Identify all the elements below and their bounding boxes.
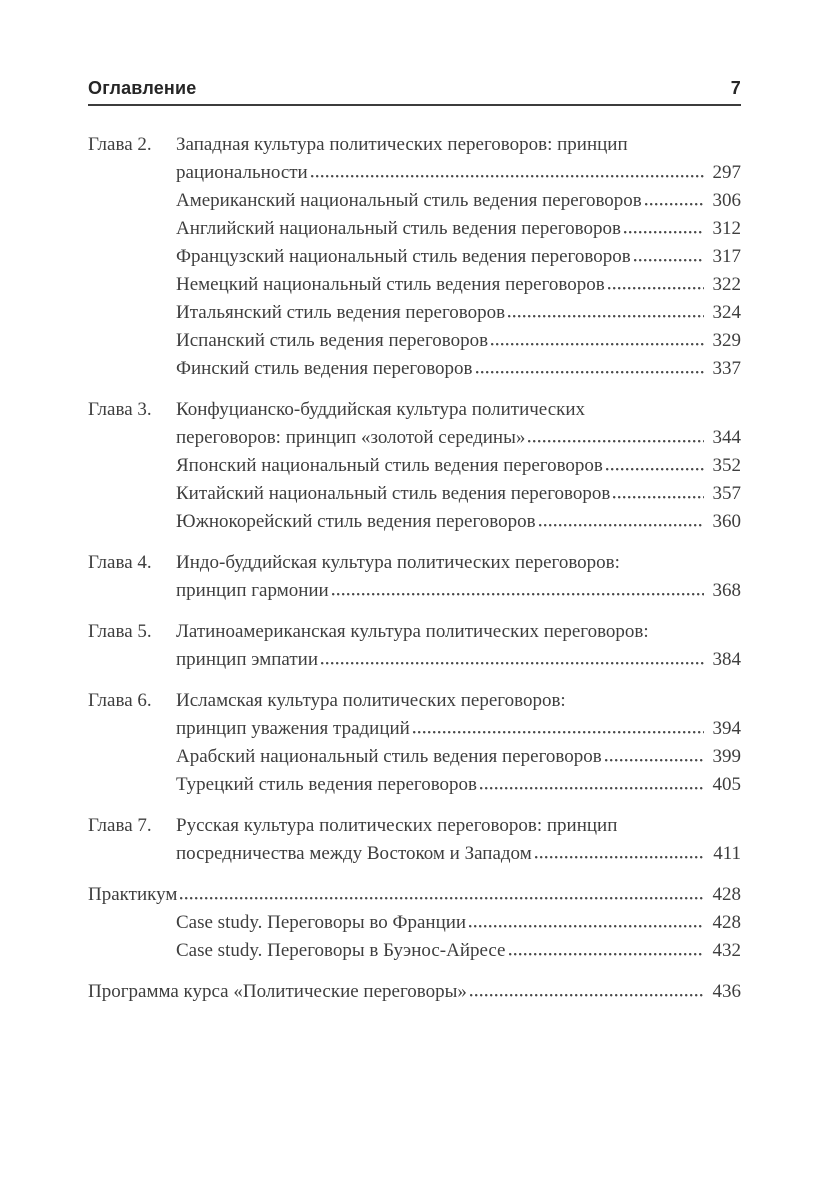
page-header [88, 78, 741, 106]
entry-title: Case study. Переговоры во Франции [176, 912, 467, 933]
toc-entry [88, 215, 741, 243]
chapter-label: Глава 7. [88, 815, 152, 836]
toc-line [176, 327, 741, 355]
entry-title: Французский национальный стиль ведения переговоров [176, 246, 631, 267]
chapter-label [88, 327, 176, 355]
dot-leader [634, 259, 704, 262]
toc-line [176, 840, 741, 868]
entry-title: Конфуцианско-буддийская культура политических [176, 399, 586, 420]
entry-text-block [88, 978, 741, 1006]
toc-line [176, 271, 741, 299]
dot-leader [332, 593, 704, 596]
entry-text-block [176, 452, 741, 480]
entry-title: Итальянский стиль ведения переговоров [176, 302, 506, 323]
entry-page-number: 428 [712, 912, 741, 933]
dot-leader [605, 759, 704, 762]
entry-title: Западная культура политических переговоров: принцип [176, 134, 628, 155]
page-number: 7 [730, 78, 741, 98]
entry-title: Испанский стиль ведения переговоров [176, 330, 489, 351]
entry-page-number: 428 [712, 884, 741, 905]
toc-line [176, 715, 741, 743]
toc-line [176, 909, 741, 937]
entry-text-block [176, 396, 741, 452]
toc-line [176, 577, 741, 605]
entry-page-number: 368 [712, 580, 741, 601]
chapter-label [88, 452, 176, 480]
chapter-label [88, 480, 176, 508]
entry-title: Индо-буддийская культура политических переговоров: [176, 552, 620, 573]
toc-entry [88, 480, 741, 508]
toc-entry [88, 937, 741, 965]
entry-page-number: 352 [712, 455, 741, 476]
toc-line [176, 215, 741, 243]
chapter-label [88, 187, 176, 215]
entry-text-block [176, 355, 741, 383]
toc-entry [88, 549, 741, 605]
toc-line [176, 396, 741, 424]
toc-entry [88, 243, 741, 271]
toc-entry [88, 618, 741, 674]
entry-title: Программа курса «Политические переговоры» [88, 981, 467, 1002]
chapter-label [88, 243, 176, 271]
toc-entry [88, 978, 741, 1006]
toc-line [176, 812, 741, 840]
entry-text-block [176, 812, 741, 868]
entry-text-block [176, 299, 741, 327]
entry-text-block [176, 508, 741, 536]
toc-line [176, 743, 741, 771]
toc-line [176, 159, 741, 187]
entry-title: принцип гармонии [176, 580, 329, 601]
chapter-label: Глава 2. [88, 134, 152, 155]
entry-page-number: 360 [712, 511, 741, 532]
dot-leader [476, 371, 704, 374]
chapter-label [88, 937, 176, 965]
toc-line [176, 771, 741, 799]
entry-title: Немецкий национальный стиль ведения переговоров [176, 274, 605, 295]
entry-page-number: 405 [712, 774, 741, 795]
toc-entry [88, 508, 741, 536]
dot-leader [606, 468, 704, 471]
entry-title: Американский национальный стиль ведения переговоров [176, 190, 642, 211]
entry-title: Южнокорейский стиль ведения переговоров [176, 511, 536, 532]
entry-title: Латиноамериканская культура политических переговоров: [176, 621, 649, 642]
toc-line [176, 187, 741, 215]
entry-title: Исламская культура политических переговоров: [176, 690, 566, 711]
chapter-label [88, 215, 176, 243]
entry-text-block [176, 549, 741, 605]
chapter-label: Глава 4. [88, 552, 152, 573]
entry-title: Китайский национальный стиль ведения переговоров [176, 483, 611, 504]
dot-leader [491, 343, 704, 346]
toc-entry [88, 743, 741, 771]
entry-page-number: 344 [712, 427, 741, 448]
toc-entry [88, 771, 741, 799]
entry-title: принцип уважения традиций [176, 718, 410, 739]
entry-text-block [176, 271, 741, 299]
entry-text-block [176, 215, 741, 243]
toc-entry [88, 396, 741, 452]
entry-page-number: 317 [712, 246, 741, 267]
entry-title: Турецкий стиль ведения переговоров [176, 774, 478, 795]
table-of-contents [88, 131, 741, 1006]
toc-entry [88, 355, 741, 383]
dot-leader [535, 856, 704, 859]
chapter-label: Глава 3. [88, 399, 152, 420]
entry-page-number: 337 [712, 358, 741, 379]
toc-entry [88, 327, 741, 355]
toc-line [176, 480, 741, 508]
page-title: Оглавление [88, 78, 197, 98]
entry-text-block [176, 618, 741, 674]
entry-text-block [176, 187, 741, 215]
entry-title: принцип эмпатии [176, 649, 319, 670]
toc-line [176, 687, 741, 715]
entry-page-number: 384 [712, 649, 741, 670]
toc-line [88, 881, 741, 909]
entry-text-block [88, 881, 741, 909]
toc-line [176, 646, 741, 674]
toc-line [176, 424, 741, 452]
entry-title: Практикум [88, 884, 178, 905]
dot-leader [480, 787, 704, 790]
toc-line [176, 131, 741, 159]
entry-text-block [176, 743, 741, 771]
entry-text-block [176, 909, 741, 937]
toc-line [176, 937, 741, 965]
chapter-label: Глава 6. [88, 690, 152, 711]
chapter-label [88, 508, 176, 536]
toc-entry [88, 687, 741, 743]
entry-title: Финский стиль ведения переговоров [176, 358, 473, 379]
dot-leader [509, 953, 705, 956]
toc-entry [88, 299, 741, 327]
toc-line [176, 355, 741, 383]
dot-leader [624, 231, 704, 234]
chapter-label [88, 355, 176, 383]
toc-entry [88, 187, 741, 215]
entry-text-block [176, 131, 741, 187]
toc-line [176, 243, 741, 271]
toc-entry [88, 909, 741, 937]
dot-leader [311, 175, 704, 178]
entry-page-number: 312 [712, 218, 741, 239]
toc-line [176, 452, 741, 480]
chapter-label: Глава 5. [88, 621, 152, 642]
entry-text-block [176, 480, 741, 508]
entry-text-block [176, 243, 741, 271]
entry-title: Английский национальный стиль ведения переговоров [176, 218, 621, 239]
toc-entry [88, 452, 741, 480]
entry-title: Арабский национальный стиль ведения переговоров [176, 746, 602, 767]
entry-title: переговоров: принцип «золотой середины» [176, 427, 526, 448]
entry-page-number: 329 [712, 330, 741, 351]
entry-title: посредничества между Востоком и Западом [176, 843, 532, 864]
dot-leader [613, 496, 704, 499]
toc-line [176, 549, 741, 577]
entry-title: рациональности [176, 162, 308, 183]
entry-title: Русская культура политических переговоров: принцип [176, 815, 618, 836]
entry-text-block [176, 771, 741, 799]
entry-page-number: 297 [712, 162, 741, 183]
toc-entry [88, 271, 741, 299]
dot-leader [180, 897, 704, 900]
dot-leader [645, 203, 704, 206]
toc-entry [88, 812, 741, 868]
dot-leader [539, 524, 704, 527]
dot-leader [608, 287, 704, 290]
entry-page-number: 357 [712, 483, 741, 504]
dot-leader [508, 315, 704, 318]
entry-page-number: 436 [712, 981, 741, 1002]
dot-leader [470, 994, 704, 997]
entry-text-block [176, 327, 741, 355]
toc-line [176, 299, 741, 327]
chapter-label [88, 743, 176, 771]
toc-entry [88, 131, 741, 187]
page-content [88, 78, 741, 1006]
dot-leader [321, 662, 704, 665]
entry-page-number: 394 [712, 718, 741, 739]
chapter-label [88, 771, 176, 799]
entry-text-block [176, 937, 741, 965]
chapter-label [88, 271, 176, 299]
entry-title: Case study. Переговоры в Буэнос-Айресе [176, 940, 506, 961]
toc-line [176, 618, 741, 646]
entry-page-number: 324 [712, 302, 741, 323]
entry-text-block [176, 687, 741, 743]
entry-page-number: 306 [712, 190, 741, 211]
entry-page-number: 399 [712, 746, 741, 767]
entry-page-number: 411 [713, 843, 741, 864]
toc-entry [88, 881, 741, 909]
toc-line [176, 508, 741, 536]
dot-leader [413, 731, 704, 734]
entry-page-number: 322 [712, 274, 741, 295]
dot-leader [469, 925, 704, 928]
entry-page-number: 432 [712, 940, 741, 961]
toc-line [88, 978, 741, 1006]
chapter-label [88, 909, 176, 937]
chapter-label [88, 299, 176, 327]
entry-title: Японский национальный стиль ведения переговоров [176, 455, 603, 476]
dot-leader [528, 440, 704, 443]
